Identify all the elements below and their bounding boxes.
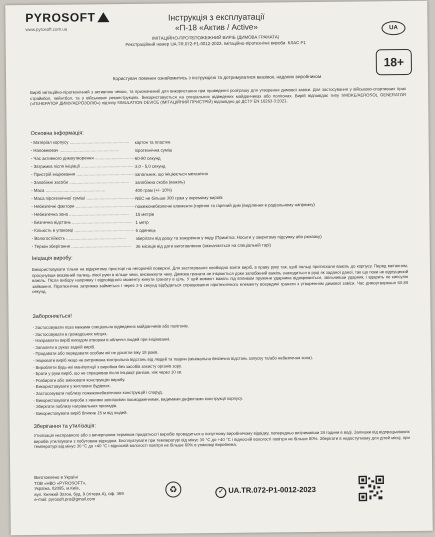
spec-label: - Маса .....: [31, 187, 135, 193]
spec-label: - Матеріал корпусу .....: [31, 139, 135, 145]
initiation-heading: Ініціація виробу:: [31, 255, 73, 262]
manufacturer-line: Україна, 02095, м.Київ,: [34, 485, 80, 492]
list-item: - Використовувати у житлових будівлях.: [33, 383, 111, 390]
spec-label: - Вологостійкість .....: [32, 235, 136, 241]
registration-line: Реєстраційний номер UA.TR.072-P1-0012-2023. Імітаційно-піротехнічні вироби. КЛАС Р1: [125, 40, 306, 47]
manufacturer-line: Виготовлено в Україні: [34, 474, 78, 480]
spec-label: - Затримка після ініціації .....: [31, 163, 135, 169]
country-badge: UA: [381, 21, 405, 35]
storage-paragraph: Утилізація несправного або з вичерпаним терміном придатності виробів проводиться в попутному виробничому відвідку, попередньо витримавши 24 години в воді. Залишки від відпрацьованих виробів утилізувати з побутовим відходом. Експлуатувати при температурі від мінус 30 °С до +40 °С і відносній вологості повітря не більше 80%. Зберігати в недоступному для дітей місці, при температурі від мінус 30 °С до +40 °С і відносній вологості повітря не більше 60% в упаковці виробника.: [33, 429, 410, 450]
spec-value: 36 місяців від дати виготовлення (зазначається на спеціальній тарі): [135, 242, 271, 249]
list-item: - Зберігати поблизу нагрівальних приладів.: [33, 403, 118, 410]
spec-value: запальник, що ініціюється механічно: [134, 171, 209, 177]
spec-value: пожежонебезпечні елементи (горіння та гарячий дим (виділення в радіальному напрямку): [135, 201, 315, 209]
list-item: - Застосовувати поза межами спеціально відведених майданчиків або полігонів.: [32, 323, 189, 330]
initiation-paragraph: Використовувати тільки на відкритому просторі на негорючій поверхні. Для застосування необхідно взяти виріб, в праву руку так, щоб пальці притискали важіль до корпусу. Перед метанням, просунувши вказівний палець лівої руки в кільце чеки, висмикнути чеку. Димова граната не ініціюється доки запобіжний важіль знаходиться в руці як заданої даної, так що поки не відпущений важіль. Після вибору напрямку і відповідного моменту кинути гранату в ціль. У цей момент важіль під впливом пружини ударника відокремиться, звільнивши ударник, і вдарить по капсулю займання. Піротехнічна затримка займеться і через 3-5 секунд відбудеться спрацювання піротехнічного елементу всередині гранати з утворенням димової завіси. Час димоутворення 60-80 секунд.: [31, 263, 409, 295]
spec-value: піротехнічна суміш: [134, 147, 173, 153]
spec-label: - Кількість в упаковці .....: [32, 227, 136, 233]
list-item: - Брати у руки виріб, що не спрацював після ініціації раніше, ніж через 10 хв.: [33, 369, 183, 377]
spec-value: запобіжна скоба (важіль): [135, 179, 185, 185]
list-item: - Запалити в руках задній виріб.: [32, 344, 96, 350]
brand-name: PYROSOFT: [25, 10, 96, 26]
manufacturer-line: ТОВ «НВО «PYROSOFT»,: [34, 479, 87, 486]
specs-heading: Основна інформація:: [30, 130, 84, 137]
list-item: - Направляти виріб виходом отвором в обличчя людей при ініціюванні.: [32, 336, 171, 344]
warning-line: Користувач повинен ознайомитись з інструкцією та дотримуватися вказівок, наданих виробником: [112, 73, 322, 82]
certificate-text: UA.TR.072-P1-0012-2023: [228, 484, 316, 495]
recycle-icon: ♻: [165, 481, 181, 497]
list-item: - Застосовувати поблизу пожежонебезпечних конструкцій і споруд.: [33, 389, 163, 396]
spec-label: - Небезпечна зона .....: [31, 211, 135, 217]
spec-label: - Час активного димоутворення .....: [31, 155, 135, 161]
manufacturer-line: вул. Княжий Затон, буд. 9 (літера А), оф. 369: [34, 490, 124, 497]
intro-paragraph: Виріб імітаційно-піротехнічний з активною чекою, та призначений для використання при проведенні розіграшу для утворення димової завіси. Для застосування у військово-спортивних іграх страйкбол, пейнтбол, та у військових реконструкціях. Використовується на спеціальних відведених майданчиках або полігонах. Виріб відповідає типу SMOKE/AEROSOL GENERATOR («ГЕНЕРАТОР ДИМУ/АЕРОЗОЛЮ») підтипу SIMULATION DEVICE (ІМІТАЦІЙНИЙ ПРИСТРІЙ) відповідно до ДСТУ EN 16263-3:2021.: [30, 86, 407, 107]
spec-value: зберігати від дощу та занурення у воду (Примітка: Носити у закритому підсумку або рюкзаку): [135, 233, 322, 241]
spec-value: NEC не більше 300 грам у окремому виробі: [135, 194, 223, 201]
product-name: «П-18 «Актив / Active»: [175, 22, 258, 33]
spec-label: - Термін зберігання .....: [32, 243, 136, 249]
spec-label: - Пристрій ініціювання .....: [31, 171, 135, 177]
manufacturer-block: [34, 474, 164, 503]
storage-heading: Зберігання та утилізація:: [33, 423, 96, 430]
forbidden-heading: Забороняється!: [32, 313, 72, 320]
qr-code-icon: [358, 475, 384, 501]
spec-value: 6 одиниць: [135, 227, 156, 233]
list-item: - Використовувати вироби з явними зовнішніми пошкодженнями, видимими дефектами конструкції корпусу.: [33, 395, 243, 403]
product-type-line: ІМІТАЦІЙНО-ПРОТЕПОЖЕЖНИЙ ВИРІБ (ДИМОВА ГРАНАТА): [152, 34, 280, 41]
forbidden-list: [33, 321, 410, 417]
instruction-sheet: [5, 1, 433, 535]
spec-label: - Маса піротехнічної суміші .....: [31, 195, 135, 201]
spec-value: 60-80 секунд: [134, 155, 161, 161]
list-item: - Розбирати або змінювати конструкцію виробу.: [33, 376, 126, 383]
spec-value: 1 метр: [135, 219, 149, 225]
spec-value: 3,0 - 5,0 секунд: [134, 163, 166, 169]
certificate-number: [215, 485, 316, 498]
manufacturer-email: e-mail: pyrosoft.pro@gmail.com: [34, 496, 96, 503]
site-url: www.pyrosoft.com.ua: [25, 26, 68, 33]
spec-label: - Безпечна відстань .....: [31, 219, 135, 225]
spec-value: картон та пластик: [134, 139, 171, 145]
spec-label: - Запобіжні засоби .....: [31, 179, 135, 185]
spec-value: 15 метрів: [135, 211, 155, 217]
list-item: - Продавати або передавати особам які не досягли віку 18 років.: [32, 350, 159, 357]
list-item: - Ініціювати виріб якщо не витримана контрольна відстань від людей та тварин (мінімальна безпечна відстань запуску та/або небезпечна зона).: [32, 354, 313, 363]
age-badge: 18+: [376, 49, 412, 75]
page-title: Інструкція з експлуатації: [168, 11, 265, 23]
spec-value: 400 грам (+/- 10%): [135, 187, 172, 193]
spec-label: - Небезпечні фактори .....: [31, 203, 135, 209]
conformity-mark-icon: ✓: [215, 487, 226, 498]
spec-list: [5, 1, 427, 5]
spec-label: - Наповнювач .....: [31, 147, 135, 153]
list-item: - Застосовувати в громадських місцях.: [32, 330, 108, 337]
list-item: - Використовувати виріб ближче 15 м від людей.: [33, 409, 128, 416]
spec-row: [32, 240, 392, 250]
list-item: - Виробляти будь-які маніпуляції з виробом без засобів захисту органів зору.: [33, 362, 182, 370]
